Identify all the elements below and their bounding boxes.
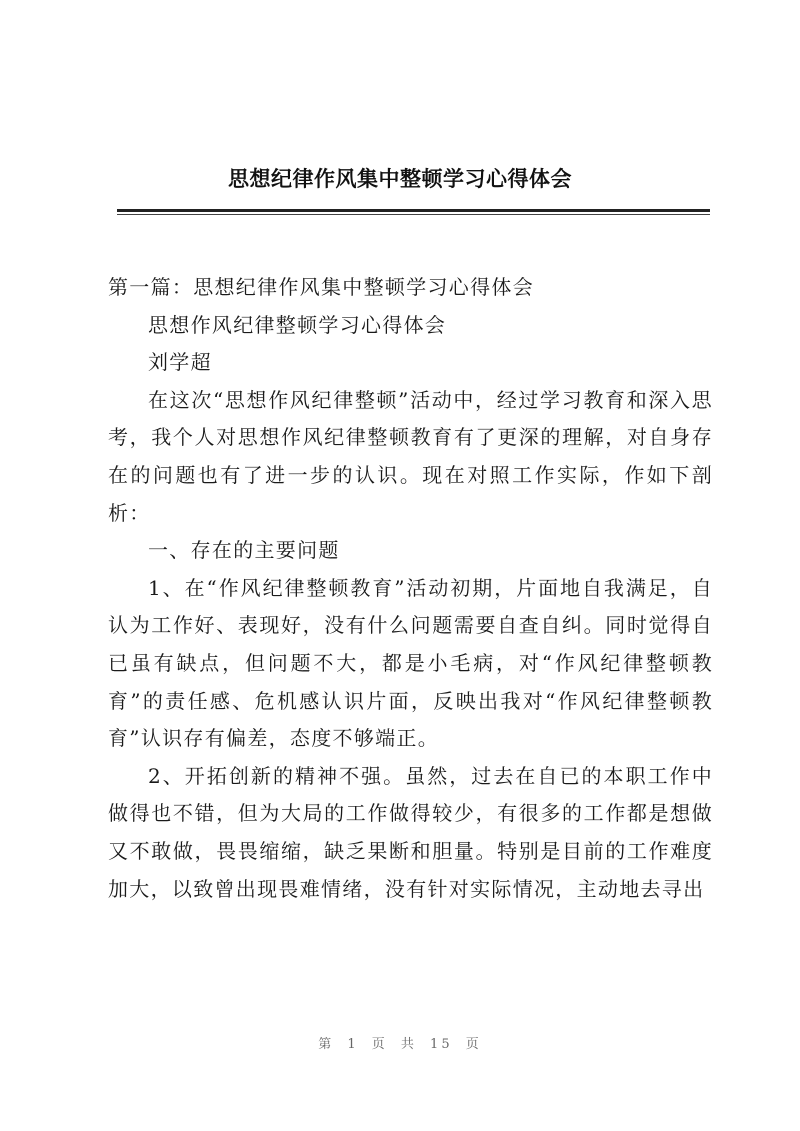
- intro-paragraph: 在这次“思想作风纪律整顿”活动中，经过学习教育和深入思考，我个人对思想作风纪律整顿教育有了更深的理解，对自身存在的问题也有了进一步的认识。现在对照工作实际，作如下剖析：: [108, 387, 713, 525]
- title-divider-thin: [117, 214, 710, 215]
- page-footer: 第 1 页 共 15 页: [318, 1037, 482, 1052]
- document-title: 思想纪律作风集中整顿学习心得体会: [228, 167, 572, 191]
- document-body: [108, 269, 713, 908]
- section-heading: 第一篇：思想纪律作风集中整顿学习心得体会: [108, 275, 534, 299]
- author: 刘学超: [148, 350, 212, 375]
- problem-item-1: 1、在“作风纪律整顿教育”活动初期，片面地自我满足，自认为工作好、表现好，没有什么问题需要自查自纠。同时觉得自已虽有缺点，但问题不大，都是小毛病，对“作风纪律整顿教育”的责任感、危机感认识片面，反映出我对“作风纪律整顿教育”认识存有偏差，态度不够端正。: [108, 575, 713, 751]
- subtitle: 思想作风纪律整顿学习心得体会: [148, 312, 447, 337]
- problem-item-2: 2、开拓创新的精神不强。虽然，过去在自已的本职工作中做得也不错，但为大局的工作做得较少，有很多的工作都是想做又不敢做，畏畏缩缩，缺乏果断和胆量。特别是目前的工作难度加大，以致曾出现畏难情绪，没有针对实际情况，主动地去寻出: [108, 763, 713, 901]
- section-1-heading: 一、存在的主要问题: [148, 538, 340, 563]
- title-divider: [117, 209, 710, 212]
